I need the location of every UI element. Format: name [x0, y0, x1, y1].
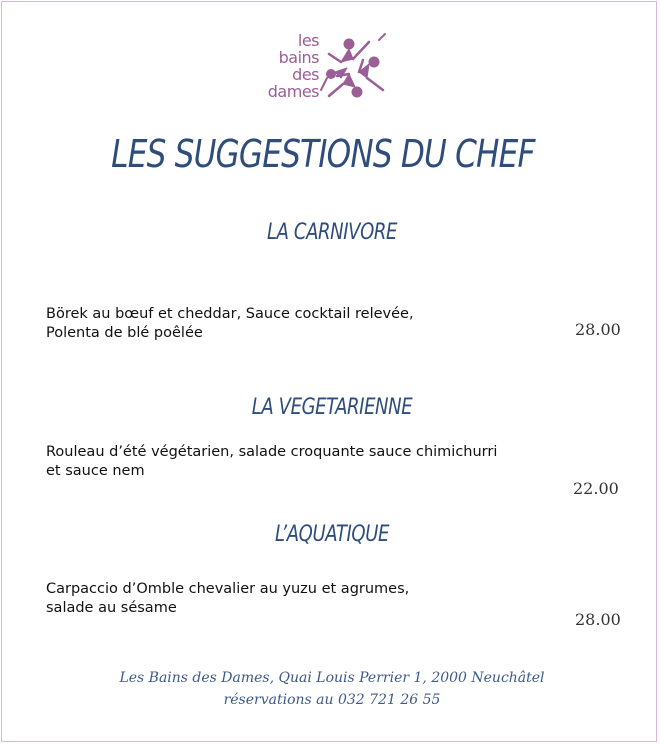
menu-page — [1, 1, 657, 742]
footer-address: Les Bains des Dames, Quai Louis Perrier 1, 2000 Neuchâtel — [119, 670, 545, 686]
dish-line: Rouleau d’été végétarien, salade croquante sauce chimichurri — [46, 444, 498, 460]
logo — [257, 32, 392, 104]
section-title-carnivore: LA CARNIVORE — [267, 220, 397, 245]
logo-line: les — [297, 31, 319, 50]
price-aquatique: 28.00 — [575, 610, 621, 629]
logo-line: bains — [278, 48, 319, 67]
dish-line: salade au sésame — [46, 600, 177, 616]
section-title-aquatique: L’AQUATIQUE — [275, 522, 389, 547]
footer-reservations: réservations au 032 721 26 55 — [223, 692, 441, 708]
bathers-figure-icon — [319, 32, 389, 104]
price-carnivore: 28.00 — [575, 320, 621, 339]
dish-description-carnivore — [46, 305, 546, 343]
dish-line: et sauce nem — [46, 463, 145, 479]
dish-description-aquatique — [46, 580, 546, 618]
dish-line: Börek au bœuf et cheddar, Sauce cocktail relevée, — [46, 306, 414, 322]
price-vegetarienne: 22.00 — [573, 479, 619, 498]
page-title: LES SUGGESTIONS DU CHEF — [111, 132, 535, 176]
logo-text — [257, 32, 319, 100]
dish-description-vegetarienne — [46, 443, 546, 481]
logo-line: dames — [267, 82, 319, 101]
logo-line: des — [292, 65, 319, 84]
section-title-vegetarienne: LA VEGETARIENNE — [251, 395, 413, 420]
dish-line: Carpaccio d’Omble chevalier au yuzu et agrumes, — [46, 581, 410, 597]
dish-line: Polenta de blé poêlée — [46, 325, 203, 341]
